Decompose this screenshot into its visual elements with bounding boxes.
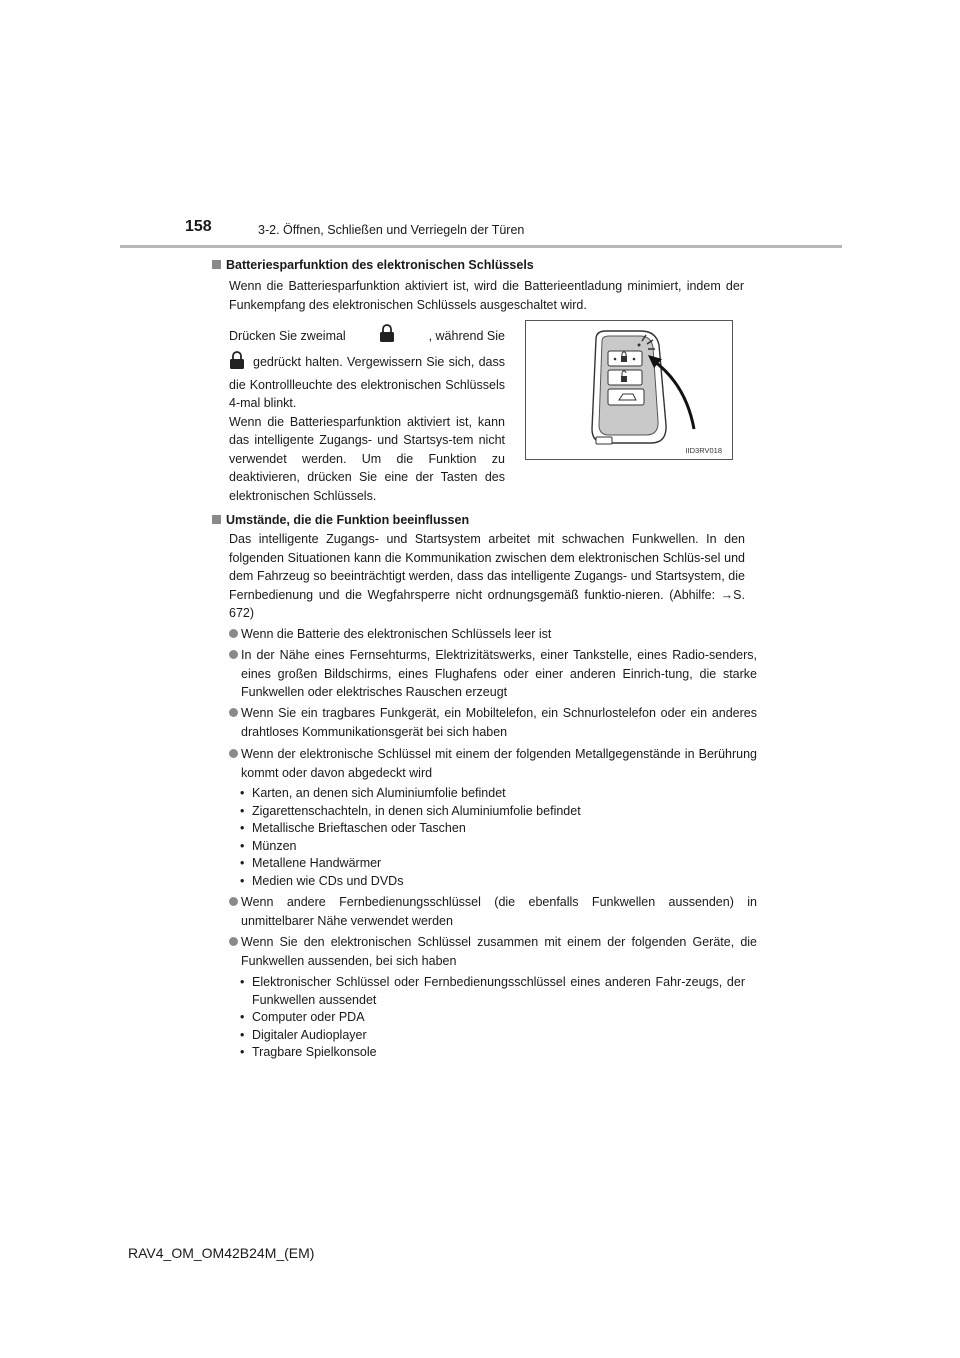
battery-saver-title: Batteriesparfunktion des elektronischen Schlüssels bbox=[226, 258, 534, 272]
press-text-2: , während Sie bbox=[428, 328, 505, 343]
document-code: RAV4_OM_OM42B24M_(EM) bbox=[128, 1245, 315, 1261]
conditions-intro: Das intelligente Zugangs- und Startsystem arbeitet mit schwachen Funkwellen. In den folgenden Situationen kann die Kommunikation zwischen dem elektronischen Schlüs-sel und dem Fahrzeug so beeinträchtigt werden, dass das intelligente Zugangs- und Startsystem, die Fernbedienung und die Wegfahrsperre nicht ordnungsgemäß funktio-nieren. (Abhilfe: →S. 672) bbox=[229, 532, 745, 620]
devices-list bbox=[240, 974, 745, 1062]
condition-item: In der Nähe eines Fernsehturms, Elektrizitätswerks, einer Tankstelle, eines Radio-senders, eines großen Bildschirms, eines Flughafens oder einer anderen Einrich-tung, die starke Funkwellen oder elektrisches Rauschen erzeugt bbox=[229, 646, 757, 702]
lock-icon bbox=[379, 323, 395, 349]
circle-bullet-icon bbox=[229, 629, 238, 638]
circle-bullet-icon bbox=[229, 937, 238, 946]
circle-bullet-icon bbox=[229, 708, 238, 717]
list-item: • Metallische Brieftaschen oder Taschen bbox=[240, 820, 745, 838]
press-instruction-body bbox=[229, 350, 505, 505]
condition-item: Wenn Sie ein tragbares Funkgerät, ein Mobiltelefon, ein Schnurlostelefon oder ein anderes drahtloses Kommunikationsgerät bei sich haben bbox=[229, 704, 757, 741]
circle-bullet-icon bbox=[229, 897, 238, 906]
battery-saver-intro: Wenn die Batteriesparfunktion aktiviert ist, wird die Batterieentladung minimiert, indem der Funkempfang des elektronischen Schlüssels ausgeschaltet wird. bbox=[229, 279, 744, 312]
circle-bullet-icon bbox=[229, 749, 238, 758]
condition-item: Wenn Sie den elektronischen Schlüssel zusammen mit einem der folgenden Geräte, die Funkwellen aussenden, bei sich haben bbox=[229, 933, 757, 970]
list-item: • Münzen bbox=[240, 838, 745, 856]
condition-item: Wenn der elektronische Schlüssel mit einem der folgenden Metallgegenstände in Berührung kommt oder davon abgedeckt wird bbox=[229, 745, 757, 782]
press-text-3: gedrückt halten. Vergewissern Sie sich, dass die Kontrollleuchte des elektronischen Schlüssels 4-mal blinkt. bbox=[229, 355, 505, 410]
square-bullet-icon bbox=[212, 515, 221, 524]
battery-saver-activated-text: Wenn die Batteriesparfunktion aktiviert ist, kann das intelligente Zugangs- und Startsys-tem nicht verwendet werden. Um die Funktion zu deaktivieren, drücken Sie eine der Tasten des elektronischen Schlüssels. bbox=[229, 414, 505, 503]
condition-item: Wenn die Batterie des elektronischen Schlüssels leer ist bbox=[229, 625, 757, 644]
figure-code: IID3RV018 bbox=[685, 446, 722, 455]
conditions-title: Umstände, die die Funktion beeinflussen bbox=[226, 513, 470, 527]
list-item: • Digitaler Audioplayer bbox=[240, 1027, 745, 1045]
list-item: • Zigarettenschachteln, in denen sich Aluminiumfolie befindet bbox=[240, 803, 745, 821]
press-instruction-line1 bbox=[229, 323, 505, 349]
list-item: • Metallene Handwärmer bbox=[240, 855, 745, 873]
circle-bullet-icon bbox=[229, 650, 238, 659]
smart-key-figure bbox=[525, 320, 733, 460]
page-number: 158 bbox=[185, 218, 212, 235]
list-item: • Computer oder PDA bbox=[240, 1009, 745, 1027]
header-divider bbox=[120, 245, 842, 248]
list-item: • Karten, an denen sich Aluminiumfolie befindet bbox=[240, 785, 745, 803]
lock-icon-2 bbox=[229, 350, 245, 376]
list-item: • Tragbare Spielkonsole bbox=[240, 1044, 745, 1062]
list-item: • Elektronischer Schlüssel oder Fernbedienungsschlüssel eines anderen Fahr-zeugs, der Funkwellen aussendet bbox=[240, 974, 745, 1009]
battery-saver-heading bbox=[212, 258, 534, 272]
metal-objects-list bbox=[240, 785, 745, 891]
condition-item: Wenn andere Fernbedienungsschlüssel (die ebenfalls Funkwellen aussenden) in unmittelbarer Nähe verwendet werden bbox=[229, 893, 757, 930]
press-text-1: Drücken Sie zweimal bbox=[229, 328, 346, 343]
conditions-heading bbox=[212, 513, 469, 527]
smart-key-illustration bbox=[526, 321, 732, 459]
list-item: • Medien wie CDs und DVDs bbox=[240, 873, 745, 891]
section-title: 3-2. Öffnen, Schließen und Verriegeln der Türen bbox=[258, 223, 525, 237]
square-bullet-icon bbox=[212, 260, 221, 269]
